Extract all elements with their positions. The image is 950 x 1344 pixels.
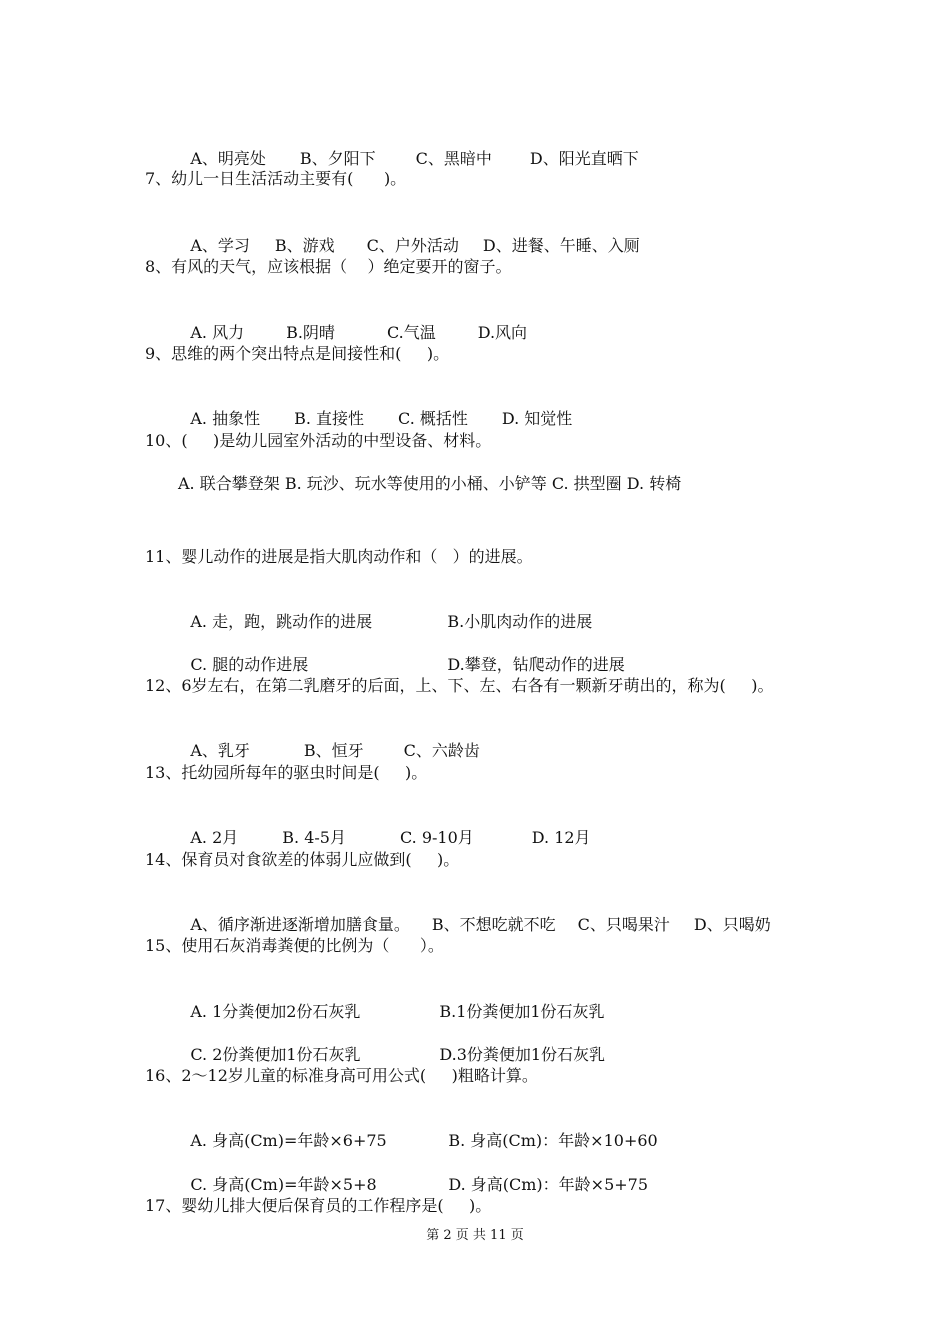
option-d: D. 知觉性 (501, 409, 573, 428)
option-b: B.小肌肉动作的进展 (447, 612, 593, 631)
question-11: 11、婴儿动作的进展是指大肌肉动作和（ ）的进展。 (145, 547, 533, 566)
option-a: A、乳牙 (190, 741, 250, 760)
option-d: D.攀登，钻爬动作的进展 (447, 655, 625, 674)
option-c: C、黑暗中 (415, 149, 492, 168)
option-c: C、六龄齿 (403, 741, 480, 760)
question-15: 15、使用石灰消毒粪便的比例为（ ）。 (145, 936, 444, 955)
option-a: A. 2月 (190, 828, 239, 847)
option-c: C. 2份粪便加1份石灰乳 (190, 1045, 361, 1064)
option-c: C. 腿的动作进展 (190, 655, 309, 674)
option-b: B.阴晴 (286, 323, 335, 342)
option-c: C. 概括性 (398, 409, 468, 428)
option-a: A. 抽象性 (190, 409, 261, 428)
option-b: B、夕阳下 (299, 149, 376, 168)
question-14: 14、保育员对食欲差的体弱儿应做到( )。 (145, 850, 460, 869)
option-b: B、游戏 (274, 236, 335, 255)
option-a: A、循序渐进逐渐增加膳食量。 (190, 915, 410, 934)
option-c: C. 9-10月 (399, 828, 474, 847)
option-d: D. 身高(Cm)：年龄×5+75 (448, 1175, 649, 1194)
option-d: D. 12月 (531, 828, 591, 847)
option-d: D、只喝奶 (693, 915, 771, 934)
option-a: A. 身高(Cm)=年龄×6+75 (190, 1131, 387, 1150)
option-b: B. 直接性 (294, 409, 365, 428)
option-a: A、明亮处 (190, 149, 266, 168)
question-13: 13、托幼园所每年的驱虫时间是( )。 (145, 763, 428, 782)
option-b: B. 身高(Cm)：年龄×10+60 (448, 1131, 658, 1150)
question-7: 7、幼儿一日生活活动主要有( )。 (145, 169, 407, 188)
option-d: D.3份粪便加1份石灰乳 (439, 1045, 606, 1064)
option-b: B、不想吃就不吃 (431, 915, 556, 934)
question-9: 9、思维的两个突出特点是间接性和( )。 (145, 344, 450, 363)
option-a: A. 1分粪便加2份石灰乳 (190, 1002, 361, 1021)
option-d: D、阳光直晒下 (529, 149, 639, 168)
option-b: B、恒牙 (303, 741, 364, 760)
option-a: A、学习 (190, 236, 250, 255)
question-17: 17、婴幼儿排大便后保育员的工作程序是( )。 (145, 1196, 492, 1215)
question-12: 12、6岁左右，在第二乳磨牙的后面，上、下、左、右各有一颗新牙萌出的，称为( )。 (145, 676, 774, 695)
option-b: B. 4-5月 (282, 828, 346, 847)
question-10: 10、( )是幼儿园室外活动的中型设备、材料。 (145, 431, 492, 450)
page-footer: 第 2 页 共 11 页 (426, 1228, 524, 1243)
option-b: B.1份粪便加1份石灰乳 (439, 1002, 605, 1021)
option-c: C. 身高(Cm)=年龄×5+8 (190, 1175, 377, 1194)
option-d: D、进餐、午睡、入厕 (482, 236, 640, 255)
option-c: C、只喝果汁 (577, 915, 670, 934)
question-16: 16、2～12岁儿童的标准身高可用公式( )粗略计算。 (145, 1066, 538, 1085)
option-d: D.风向 (477, 323, 528, 342)
option-a: A. 风力 (190, 323, 245, 342)
question-10-options (145, 470, 810, 498)
option-c: C.气温 (386, 323, 436, 342)
option-c: C、户外活动 (366, 236, 459, 255)
question-10-options-text: A. 联合攀登架 B. 玩沙、玩水等使用的小桶、小铲等 C. 拱型圈 D. 转椅 (178, 474, 682, 493)
question-8: 8、有风的天气，应该根据（ ）绝定要开的窗子。 (145, 257, 512, 276)
option-a: A. 走，跑，跳动作的进展 (190, 612, 373, 631)
